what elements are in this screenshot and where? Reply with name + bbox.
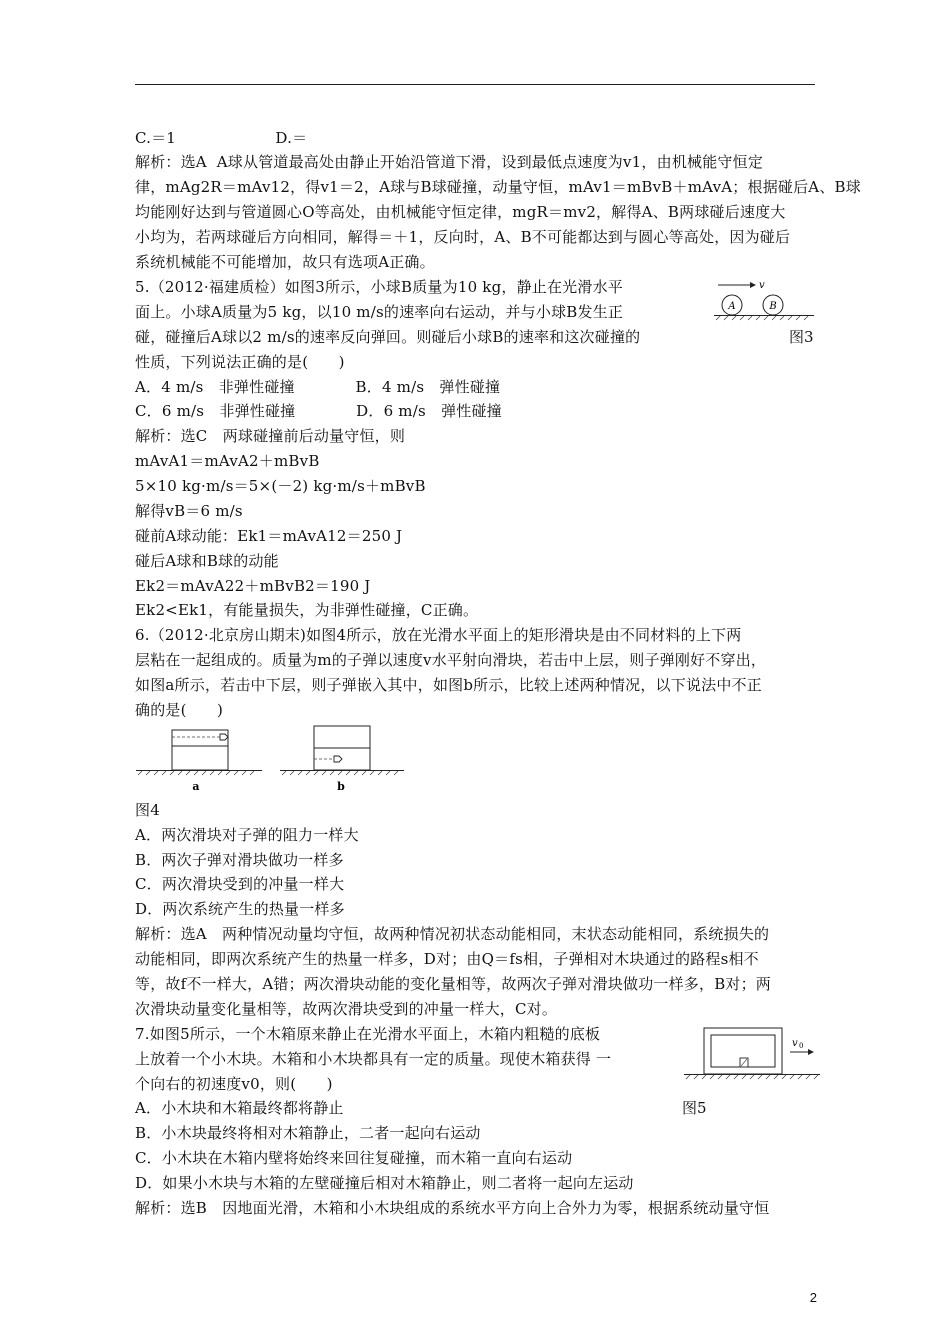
text-line: 碰后A球和B球的动能 [135,552,279,570]
question-5-stem: 5.（2012·福建质检）如图3所示，小球B质量为10 kg，静止在光滑水平 [135,278,623,296]
formula-line: 解得vB＝6 m/s [135,502,243,520]
option-line: B．两次子弹对滑块做功一样多 [135,851,344,869]
text-line: 上放着一个小木块。木箱和小木块都具有一定的质量。现使木箱获得 一 [135,1050,612,1068]
velocity-label: v [792,1038,798,1049]
option-line: D．如果小木块与木箱的左壁碰撞后相对木箱静止，则二者将一起向左运动 [135,1174,634,1192]
text-line: 个向右的初速度v0，则( ) [135,1075,333,1093]
option-line: A．4 m/s 非弹性碰撞 B．4 m/s 弹性碰撞 [135,378,501,396]
figure-3-caption: 图3 [789,328,814,346]
text-line: 等，故f不一样大，A错；两次滑块动能的变化量相等，故两次子弹对滑块做功一样多，B对；两 [135,975,772,993]
formula-line: Ek2＝mAvA22＋mBvB2＝190 J [135,577,371,595]
figure-4-diagram [136,724,406,796]
option-line: C．小木块在木箱内壁将始终来回往复碰撞，而木箱一直向右运动 [135,1149,573,1167]
text-line: 如图a所示，若击中下层，则子弹嵌入其中，如图b所示，比较上述两种情况，以下说法中不正 [135,676,762,694]
velocity-subscript: 0 [799,1042,804,1050]
formula-line: 5×10 kg·m/s＝5×(－2) kg·m/s＋mBvB [135,477,426,495]
figure-4-label-a: a [192,780,200,793]
option-line: C．两次滑块受到的冲量一样大 [135,875,345,893]
text-line: 解析：选A 两种情况动量均守恒，故两种情况初状态动能相同，末状态动能相同，系统损失的 [135,925,770,943]
text-line: 碰，碰撞后A球以2 m/s的速率反向弹回。则碰后小球B的速率和这次碰撞的 [135,328,641,346]
text-line: 层粘在一起组成的。质量为m的子弹以速度v水平射向滑块，若击中上层，则子弹刚好不穿出， [135,651,767,669]
ball-b-label: B [769,301,777,312]
text-line: 解析：选C 两球碰撞前后动量守恒，则 [135,427,406,445]
option-line: B．小木块最终将相对木箱静止，二者一起向右运动 [135,1124,481,1142]
question-7-stem: 7.如图5所示，一个木箱原来静止在光滑水平面上，木箱内粗糙的底板 [135,1025,601,1043]
formula-line: mAvA1＝mAvA2＋mBvB [135,452,320,470]
text-line: 系统机械能不可能增加，故只有选项A正确。 [135,253,435,271]
figure-4-caption: 图4 [135,801,160,819]
option-line: C．6 m/s 非弹性碰撞 D．6 m/s 弹性碰撞 [135,402,502,420]
header-rule [135,84,815,85]
option-line: A．小木块和木箱最终都将静止 [135,1099,344,1117]
page-number: 2 [809,1290,817,1305]
text-line: 次滑块动量变化量相等，故两次滑块受到的冲量一样大，C对。 [135,1000,558,1018]
text-line: 解析：选B 因地面光滑，木箱和小木块组成的系统水平方向上合外力为零，根据系统动量守恒 [135,1199,770,1217]
text-line: C.＝1 D.＝ [135,129,308,147]
text-line: 解析：选A A球从管道最高处由静止开始沿管道下滑，设到最低点速度为v1，由机械能守恒定 [135,153,764,171]
option-line: A．两次滑块对子弹的阻力一样大 [135,826,359,844]
text-line: 动能相同，即两次系统产生的热量一样多，D对；由Q＝fs相，子弹相对木块通过的路程s相不 [135,950,759,968]
figure-5-caption: 图5 [682,1099,707,1117]
figure-4-label-b: b [337,780,345,793]
text-line: 面上。小球A质量为5 kg，以10 m/s的速率向右运动，并与小球B发生正 [135,303,624,321]
figure-5-diagram [682,1022,822,1088]
text-line: 性质，下列说法正确的是( ) [135,353,345,371]
question-6-stem: 6.（2012·北京房山期末)如图4所示，放在光滑水平面上的矩形滑块是由不同材料的上下两 [135,626,742,644]
text-line: 小均为，若两球碰后方向相同，解得＝＋1，反向时，A、B不可能都达到与圆心等高处，因为碰后 [135,228,791,246]
figure-3-diagram [710,276,820,328]
text-line: 律，mAg2R＝mAv12，得v1＝2，A球与B球碰撞，动量守恒，mAv1＝mBvB＋mAvA；根据碰后A、B球 [135,178,861,196]
text-line: Ek2<Ek1，有能量损失，为非弹性碰撞，C正确。 [135,601,479,619]
text-line: 确的是( ) [135,701,224,719]
option-line: D．两次系统产生的热量一样多 [135,900,345,918]
text-line: 均能刚好达到与管道圆心O等高处，由机械能守恒定律，mgR＝mv2，解得A、B两球碰后速度大 [135,203,786,221]
velocity-label: v [759,280,765,291]
formula-line: 碰前A球动能：Ek1＝mAvA12＝250 J [135,527,403,545]
ball-a-label: A [728,301,736,312]
